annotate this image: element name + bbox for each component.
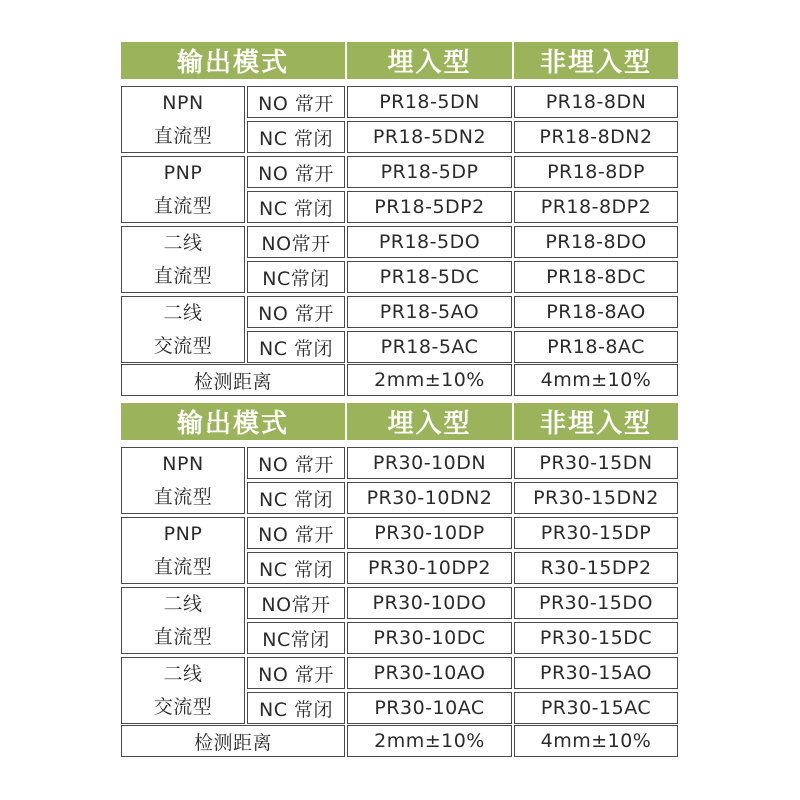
nonflush-model-cell: PR18-8DN2 xyxy=(514,121,678,153)
nonflush-model-cell: PR18-8DP xyxy=(514,156,678,188)
flush-distance-cell: 2mm±10% xyxy=(347,725,512,757)
output-type-cell xyxy=(121,296,245,363)
contact-type-cell: NC常闭 xyxy=(247,261,345,293)
header-nonflush: 非埋入型 xyxy=(514,42,678,79)
output-type-cell xyxy=(121,587,245,654)
output-type-cell xyxy=(121,657,245,724)
nonflush-model-cell: PR30-15DN xyxy=(514,447,678,479)
contact-type-cell: NC常闭 xyxy=(247,622,345,654)
output-type-label: 二线 xyxy=(163,592,203,615)
flush-model-cell: PR30-10DP xyxy=(347,517,512,549)
flush-model-cell: PR30-10AO xyxy=(347,657,512,689)
output-type-label: NPN xyxy=(162,452,204,475)
flush-model-cell: PR18-5DP2 xyxy=(347,191,512,223)
nonflush-model-cell: PR30-15AO xyxy=(514,657,678,689)
contact-type-cell: NO常开 xyxy=(247,226,345,258)
contact-type-cell: NC 常闭 xyxy=(247,552,345,584)
nonflush-model-cell: PR30-15AC xyxy=(514,692,678,724)
flush-model-cell: PR18-5DN xyxy=(347,86,512,118)
output-type-cell xyxy=(121,156,245,223)
flush-model-cell: PR30-10DN2 xyxy=(347,482,512,514)
header-flush: 埋入型 xyxy=(347,42,512,79)
nonflush-model-cell: PR30-15DP xyxy=(514,517,678,549)
flush-model-cell: PR30-10DO xyxy=(347,587,512,619)
nonflush-distance-cell: 4mm±10% xyxy=(514,364,678,396)
output-type-label: 二线 xyxy=(163,662,203,685)
nonflush-model-cell: R30-15DP2 xyxy=(514,552,678,584)
current-type-label: 直流型 xyxy=(153,485,213,508)
contact-type-cell: NO 常开 xyxy=(247,296,345,328)
output-type-cell xyxy=(121,517,245,584)
output-type-label: 二线 xyxy=(163,301,203,324)
nonflush-model-cell: PR18-8AC xyxy=(514,331,678,363)
flush-model-cell: PR18-5AC xyxy=(347,331,512,363)
contact-type-cell: NO 常开 xyxy=(247,517,345,549)
nonflush-model-cell: PR18-8AO xyxy=(514,296,678,328)
current-type-label: 直流型 xyxy=(153,194,213,217)
header-output-mode: 输出模式 xyxy=(121,403,345,440)
nonflush-model-cell: PR18-8DN xyxy=(514,86,678,118)
contact-type-cell: NC 常闭 xyxy=(247,191,345,223)
current-type-label: 直流型 xyxy=(153,124,213,147)
contact-type-cell: NC 常闭 xyxy=(247,331,345,363)
output-type-label: PNP xyxy=(163,161,203,184)
contact-type-cell: NO 常开 xyxy=(247,447,345,479)
contact-type-cell: NC 常闭 xyxy=(247,121,345,153)
contact-type-cell: NO 常开 xyxy=(247,86,345,118)
nonflush-model-cell: PR18-8DC xyxy=(514,261,678,293)
flush-distance-cell: 2mm±10% xyxy=(347,364,512,396)
flush-model-cell: PR30-10DN xyxy=(347,447,512,479)
output-type-label: PNP xyxy=(163,522,203,545)
flush-model-cell: PR18-5DP xyxy=(347,156,512,188)
flush-model-cell: PR18-5DC xyxy=(347,261,512,293)
header-flush: 埋入型 xyxy=(347,403,512,440)
contact-type-cell: NO常开 xyxy=(247,587,345,619)
contact-type-cell: NC 常闭 xyxy=(247,692,345,724)
nonflush-model-cell: PR18-8DO xyxy=(514,226,678,258)
output-type-label: 二线 xyxy=(163,231,203,254)
current-type-label: 交流型 xyxy=(153,695,213,718)
contact-type-cell: NO 常开 xyxy=(247,156,345,188)
current-type-label: 直流型 xyxy=(153,264,213,287)
nonflush-model-cell: PR30-15DN2 xyxy=(514,482,678,514)
output-type-label: NPN xyxy=(162,91,204,114)
output-type-cell xyxy=(121,226,245,293)
flush-model-cell: PR18-5DO xyxy=(347,226,512,258)
nonflush-model-cell: PR18-8DP2 xyxy=(514,191,678,223)
header-nonflush: 非埋入型 xyxy=(514,403,678,440)
current-type-label: 交流型 xyxy=(153,334,213,357)
nonflush-model-cell: PR30-15DC xyxy=(514,622,678,654)
contact-type-cell: NC 常闭 xyxy=(247,482,345,514)
flush-model-cell: PR30-10AC xyxy=(347,692,512,724)
current-type-label: 直流型 xyxy=(153,555,213,578)
nonflush-distance-cell: 4mm±10% xyxy=(514,725,678,757)
contact-type-cell: NO 常开 xyxy=(247,657,345,689)
nonflush-model-cell: PR30-15DO xyxy=(514,587,678,619)
output-type-cell xyxy=(121,86,245,153)
header-output-mode: 输出模式 xyxy=(121,42,345,79)
flush-model-cell: PR18-5AO xyxy=(347,296,512,328)
flush-model-cell: PR30-10DC xyxy=(347,622,512,654)
flush-model-cell: PR18-5DN2 xyxy=(347,121,512,153)
detection-distance-label: 检测距离 xyxy=(121,725,345,757)
detection-distance-label: 检测距离 xyxy=(121,364,345,396)
current-type-label: 直流型 xyxy=(153,625,213,648)
output-type-cell xyxy=(121,447,245,514)
flush-model-cell: PR30-10DP2 xyxy=(347,552,512,584)
